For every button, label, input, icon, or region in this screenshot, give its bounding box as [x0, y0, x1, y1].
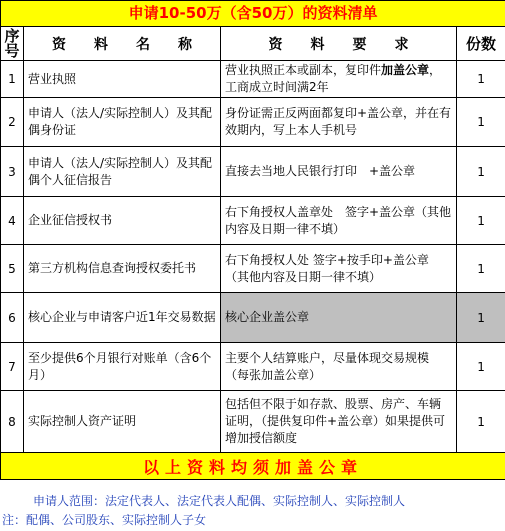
document-title: 申请10-50万（含50万）的资料清单	[1, 1, 505, 27]
table-row	[1, 197, 505, 245]
footer-row	[1, 453, 505, 480]
table-row	[1, 98, 505, 147]
row-qty: 1	[457, 343, 505, 391]
row-no: 7	[1, 343, 24, 391]
row-material: 第三方机构信息查询授权委托书	[24, 245, 221, 293]
header-qty: 份数	[457, 27, 505, 61]
row-requirement: 直接去当地人民银行打印 +盖公章	[221, 147, 457, 197]
table-row	[1, 147, 505, 197]
row-qty: 1	[457, 147, 505, 197]
header-requirements: 资 料 要 求	[221, 27, 457, 61]
table-row	[1, 391, 505, 453]
table-row	[1, 343, 505, 391]
table-row	[1, 245, 505, 293]
title-row	[1, 1, 505, 27]
row-no: 8	[1, 391, 24, 453]
row-material: 营业执照	[24, 61, 221, 98]
req-text: 营业执照正本或副本，复印件	[225, 63, 382, 77]
row-material: 至少提供6个月银行对账单（含6个月）	[24, 343, 221, 391]
table-row	[1, 293, 505, 343]
row-material: 实际控制人资产证明	[24, 391, 221, 453]
req-text: ，工商成立时间满2年	[225, 63, 442, 94]
row-material: 企业征信授权书	[24, 197, 221, 245]
row-qty: 1	[457, 245, 505, 293]
row-requirement: 核心企业盖公章	[221, 293, 457, 343]
row-requirement	[221, 61, 457, 98]
row-material: 申请人（法人/实际控制人）及其配偶身份证	[24, 98, 221, 147]
row-qty: 1	[457, 61, 505, 98]
row-requirement: 主要个人结算账户，尽量体现交易规模 （每张加盖公章）	[221, 343, 457, 391]
row-material: 核心企业与申请客户近1年交易数据	[24, 293, 221, 343]
header-row	[1, 27, 505, 61]
row-no: 3	[1, 147, 24, 197]
note-line-2: 注：配偶、公司股东、实际控制人子女	[2, 513, 207, 527]
row-material: 申请人（法人/实际控制人）及其配偶个人征信报告	[24, 147, 221, 197]
row-requirement: 身份证需正反两面都复印+盖公章，并在有效期内，写上本人手机号	[221, 98, 457, 147]
row-no: 4	[1, 197, 24, 245]
row-no: 1	[1, 61, 24, 98]
row-qty: 1	[457, 98, 505, 147]
row-qty: 1	[457, 197, 505, 245]
row-requirement: 右下角授权人处 签字+按手印+盖公章（其他内容及日期一律不填）	[221, 245, 457, 293]
applicant-scope-note	[0, 489, 505, 531]
row-qty: 1	[457, 293, 505, 343]
header-no: 序号	[1, 27, 24, 61]
row-no: 5	[1, 245, 24, 293]
row-requirement: 右下角授权人盖章处 签字+盖公章（其他内容及日期一律不填）	[221, 197, 457, 245]
footer-notice: 以上资料均须加盖公章	[1, 453, 505, 480]
note-line-1: 申请人范围：法定代表人、法定代表人配偶、实际控制人、实际控制人	[33, 494, 406, 508]
row-no: 2	[1, 98, 24, 147]
req-text-bold: 加盖公章	[381, 63, 430, 77]
table-row	[1, 61, 505, 98]
row-qty: 1	[457, 391, 505, 453]
row-requirement: 包括但不限于如存款、股票、房产、车辆证明，（提供复印件+盖公章）如果提供可增加授信额度	[221, 391, 457, 453]
row-no: 6	[1, 293, 24, 343]
header-materials: 资 料 名 称	[24, 27, 221, 61]
